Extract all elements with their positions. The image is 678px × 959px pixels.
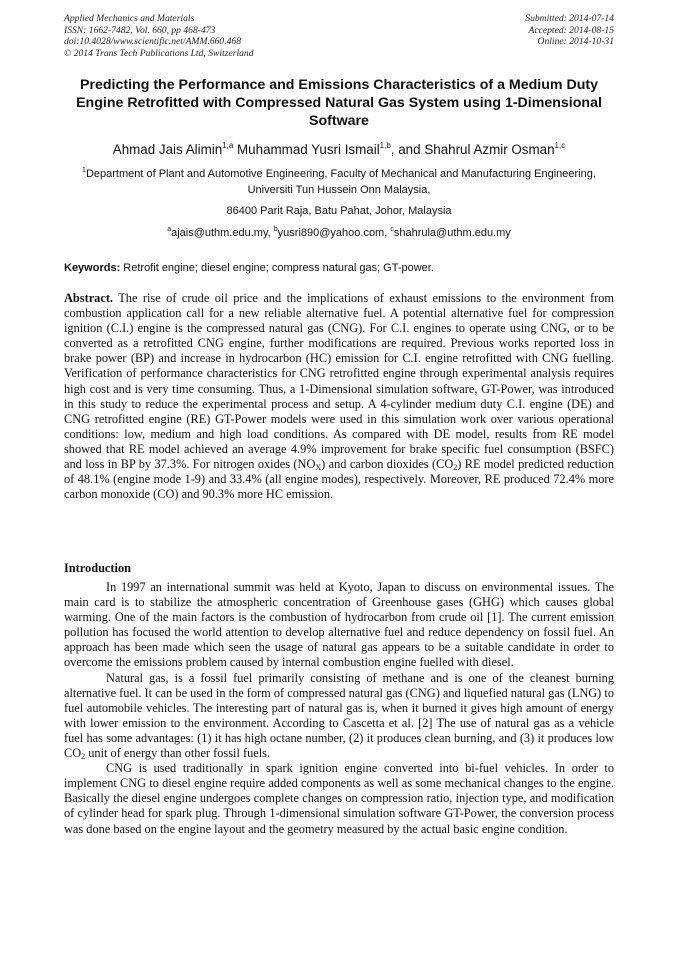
paper-title: Predicting the Performance and Emissions Characteristics of a Medium Duty Engine Retrofitted with Compressed Natural Gas System using 1-Dimensional Software [76,77,602,129]
author-separator: , and [390,142,425,157]
online-date: Online: 2014-10-31 [537,36,614,48]
paragraph-text: Natural gas, is a fossil fuel primarily consisting of methane and is one of the cleanest burning alternative fuel. It can be used in the form of compressed natural gas (CNG) and liquefied natural gas (LNG) to fuel automobile vehicles. The interesting part of natural gas is, when it burned it gives high amount of energy with lower emission to the environment. According to Cascetta et al. [2] The use of natural gas as a vehicle fuel has some advantages: (1) it has high octane number, (2) it produces clean burning, and (3) it produces low CO [64,670,614,761]
subscript: 2 [453,463,458,473]
journal-name: Applied Mechanics and Materials [64,13,195,24]
email-mark: c [390,225,394,233]
author-affiliation-mark: 1,b [379,141,391,150]
submitted-date: Submitted: 2014-07-14 [525,13,614,24]
author-name: Muhammad Yusri Ismail [237,142,380,157]
department-text: Department of Plant and Automotive Engineering, Faculty of Mechanical and Manufacturing Engineering, Universiti Tun Hussein Onn Malaysia, [85,168,596,196]
author-name: Ahmad Jais Alimin [112,142,223,157]
paragraph: CNG is used traditionally in spark ignition engine converted into bi-fuel vehicles. In order to implement CNG to diesel engine require added components as well as some mechanical changes to the engine. Basically the diesel engine undergoes complete changes on compression ratio, injection type, and modification of cylinder head for spark plug. Through 1-dimensional simulation software GT-Power, the conversion process was done based on the engine layout and the geometry measured by the actual basic engine condition. [64,761,614,836]
paragraph [64,671,614,762]
keywords-text: Retrofit engine; diesel engine; compress natural gas; GT-power. [120,262,434,274]
email-mark: a [167,225,172,233]
journal-header [64,13,384,59]
subscript: 2 [81,752,86,762]
publication-dates [414,13,614,48]
affiliation-mark: 1 [82,167,86,174]
affiliation-address: 86400 Parit Raja, Batu Pahat, Johor, Malaysia [226,205,452,217]
keywords [64,261,614,275]
author-affiliation-mark: 1,c [554,141,566,150]
author-list [40,141,638,158]
abstract [64,291,614,502]
keywords-label: Keywords: [64,262,121,274]
accepted-date: Accepted: 2014-08-15 [528,24,614,36]
email-b: yusri890@yahoo.com, [277,226,391,239]
affiliation-department [70,167,608,198]
abstract-text: ) and carbon dioxides (CO [321,457,454,472]
paragraph: In 1997 an international summit was held at Kyoto, Japan to discuss on environmental issues. The main card is to stabilize the atmospheric concentration of Greenhouse gases (GHG) which causes global warming. One of the main factors is the combustion of hydrocarbon from crude oil [1]. The current emission pollution has focused the world attention to develop alternative fuel and reduce dependency on fossil fuel. An approach has been made which seen the usage of natural gas appears to be a suitable candidate in order to overcome the emissions problem caused by internal combustion engine fuelled with diesel. [64,580,614,670]
email-a: ajais@uthm.edu.my, [171,226,274,239]
journal-issn: ISSN: 1662-7482, Vol. 660, pp 468-473 [64,24,216,36]
journal-doi: doi:10.4028/www.scientific.net/AMM.660.468 [64,36,242,48]
email-mark: b [273,225,278,233]
journal-copyright: © 2014 Trans Tech Publications Ltd, Switzerland [64,47,254,59]
abstract-text: ) RE model predicted reduction of 48.1% (engine mode 1-9) and 33.4% (all engine modes), respectively. Moreover, RE produced 72.4% more carbon monoxide (CO) and 90.3% more HC emission. [64,457,615,502]
abstract-text: The rise of crude oil price and the implications of exhaust emissions to the environment from combustion application call for a new reliable alternative fuel. A potential alternative fuel for compression ignition (C.I.) engine is the compressed natural gas (CNG). For C.I. engines to operate using CNG, or to be converted as a retrofitted CNG engine, further modifications are required. Previous works reported loss in brake power (BP) and increase in hydrocarbon (HC) emission for C.I. engine retrofitted with CNG fuelling. Verification of performance characteristics for CNG retrofitted engine through experimental analysis requires high cost and is very time consuming. Thus, a 1-Dimensional simulation software, GT-Power, was introduced in this study to reduce the experimental process and setup. A 4-cylinder medium duty C.I. engine (DE) and CNG retrofitted engine (RE) GT-Power models were used in this simulation work over various operational conditions: low, medium and high load conditions. As compared with DE model, results from RE model showed that RE model achieved an average 4.9% improvement for brake specific fuel consumption (BSFC) and loss in BP by 37.3%. For nitrogen oxides (NO [64,291,614,472]
author-emails [70,226,608,242]
email-c: shahrula@uthm.edu.my [393,226,511,239]
subscript: X [315,463,322,473]
author-affiliation-mark: 1,a [222,141,234,150]
paragraph-text: unit of energy than other fossil fuels. [85,746,271,761]
abstract-label: Abstract. [64,291,114,305]
affiliation [70,167,608,241]
section-heading-introduction: Introduction [64,561,131,575]
author-name: Shahrul Azmir Osman [424,142,555,157]
introduction-body [64,580,614,837]
